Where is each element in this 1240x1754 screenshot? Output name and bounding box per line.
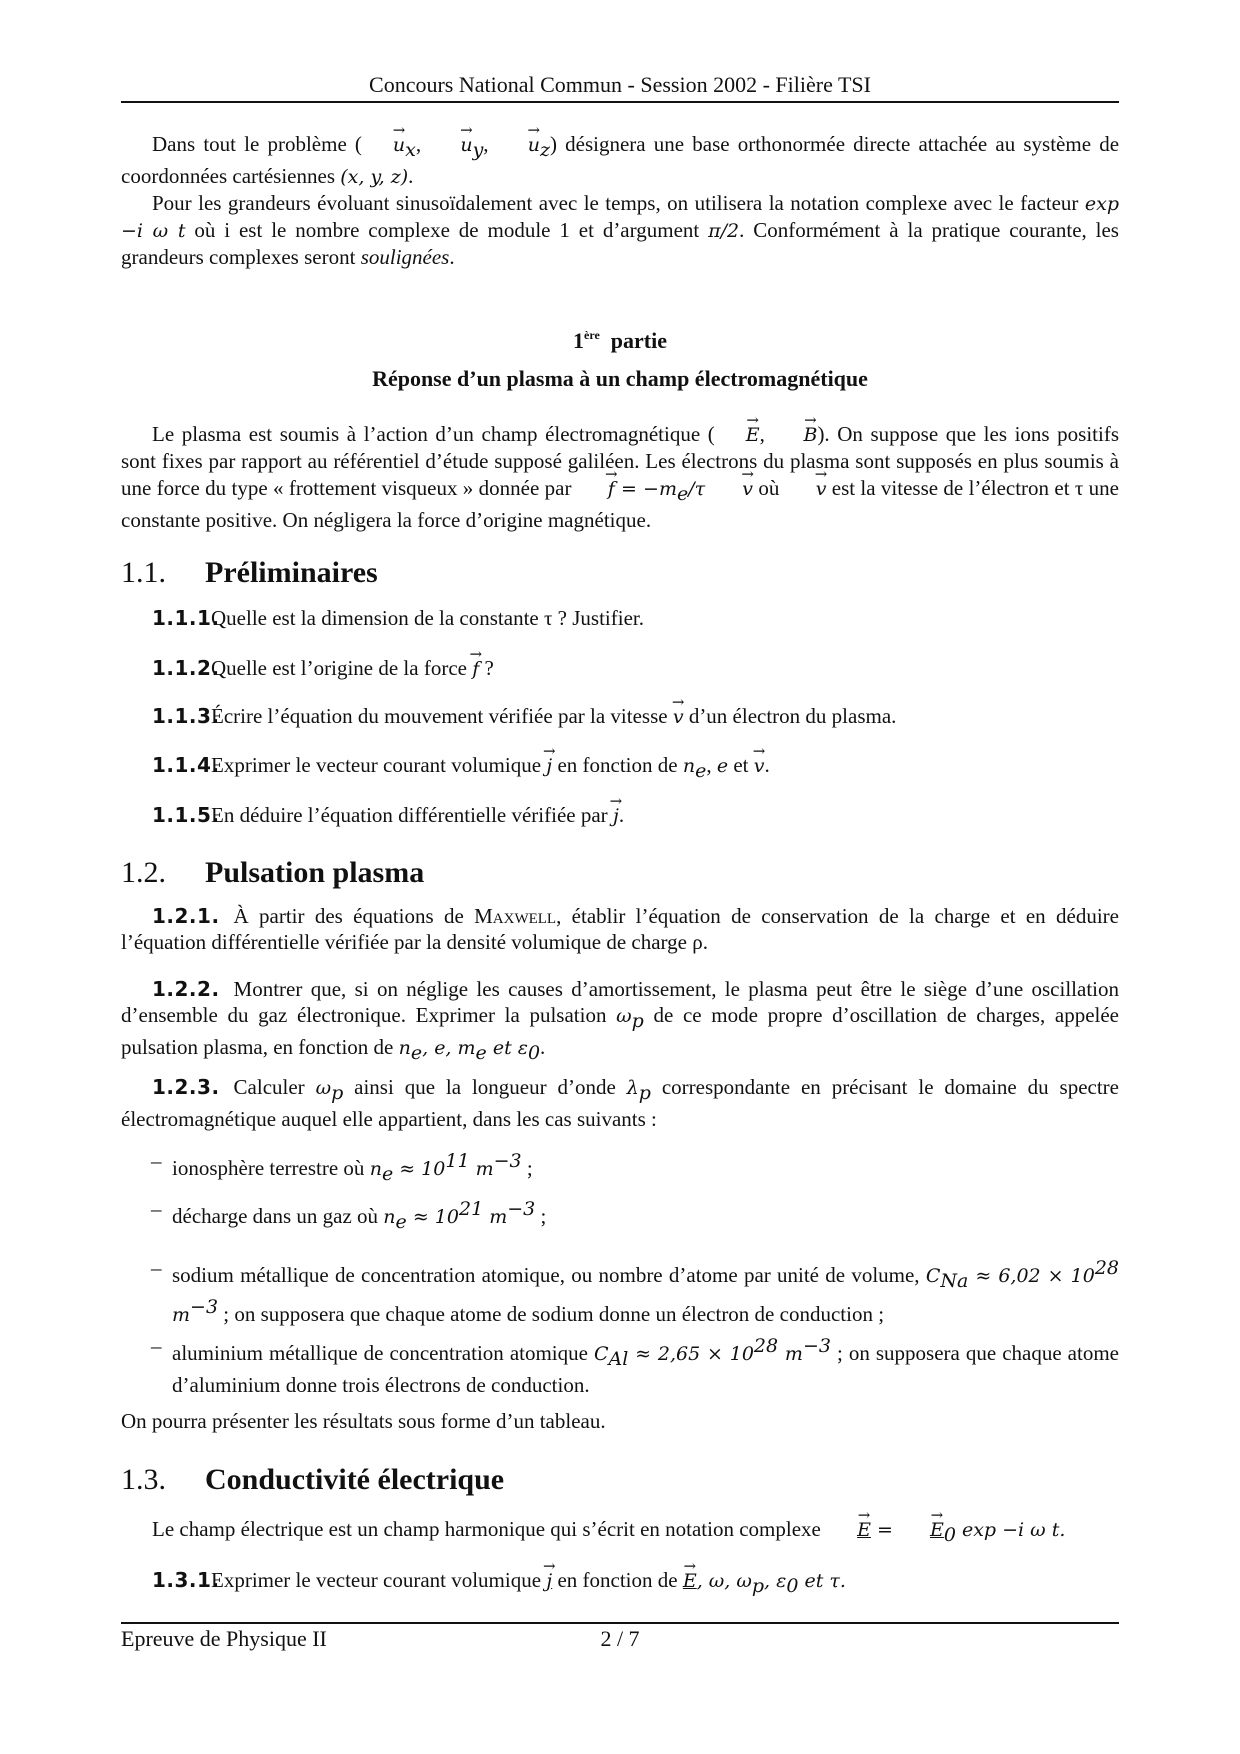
vector-j: → j [613, 801, 619, 829]
header-rule [121, 101, 1119, 103]
question-1-2-1: 1.2.1. À partir des équations de Maxwell, établir l’équation de conservation de la charge et en déduire l’équation différentielle vérifiée par la densité volumique de charge ρ. [121, 904, 1119, 954]
vector-f: → f [577, 474, 615, 502]
vector-f: → f [472, 654, 479, 682]
emphasis: soulignées [360, 245, 450, 270]
vector-E: → E [683, 1566, 697, 1594]
coords: (x, y, z) [340, 166, 409, 189]
vector-E0: → E [899, 1515, 944, 1543]
vector-v: → v [785, 474, 827, 502]
question-1-1-4: 1.1.4.Exprimer le vecteur courant volumique → j en fonction de $n_e$, e et → v. [121, 751, 1119, 784]
vector-j: → j [546, 1566, 552, 1594]
page-number: 2 / 7 [600, 1626, 640, 1651]
intro-block [121, 130, 1119, 270]
question-1-2-2: 1.2.2. Montrer que, si on néglige les causes d’amortissement, le plasma peut être le siège d’une oscillation d’ensemble du gaz électronique. Exprimer la pulsation $\omega_p$ de ce mode propre d’oscillation de charges, appelée pulsation plasma, en fonction de $n_e$, e, $m_e$ et $\varepsilon_0$. [121, 977, 1119, 1065]
intro-text: ) désignera une base orthonormée directe attachée au système de coordonnées cartésiennes [121, 132, 1120, 189]
vector-j: → j [546, 751, 552, 779]
page-header: Concours National Commun - Session 2002 - Filière TSI [369, 72, 871, 97]
question-1-1-1: 1.1.1.Quelle est la dimension de la constante τ ? Justifier. [152, 606, 644, 630]
vector-B: → B [772, 420, 817, 448]
vector-uz: → u [497, 130, 540, 158]
subscript: z [539, 139, 550, 162]
list-item: – aluminium métallique de concentration atomique $C_{Al} \approx 2,65 \times 10^{28}$ $m^{-3}$ ; on supposera que chaque atome d’aluminium donne trois électrons de conduction. [151, 1334, 1119, 1398]
section-heading-1-1: 1.1. Préliminaires [121, 556, 378, 589]
complex-factor: exp −i ω t [121, 193, 1119, 243]
list-item: – décharge dans un gaz où $n_e \approx 10^{21}$ $m^{-3}$ ; [151, 1197, 547, 1234]
subscript: x [405, 139, 416, 162]
intro-text: Dans tout le problème ( [152, 132, 362, 156]
closing-line: On pourra présenter les résultats sous forme d’un tableau. [121, 1409, 606, 1433]
list-item: – sodium métallique de concentration atomique, ou nombre d’atome par unité de volume, $C_{Na} \approx 6,02 \times 10^{28}$ $m^{-3}$ ; on supposera que chaque atome de sodium donne un électron de conduction ; [151, 1256, 1119, 1327]
footer-title: Epreuve de Physique II [121, 1626, 327, 1651]
section-heading-1-3: 1.3. Conductivité électrique [121, 1463, 505, 1496]
question-1-3-1: 1.3.1.Exprimer le vecteur courant volumique → j en fonction de → E, ω, $\omega_p$, $\varepsilon_0$ et τ. [121, 1566, 1119, 1599]
vector-ux: → u [362, 130, 405, 158]
question-1-1-2: 1.1.2.Quelle est l’origine de la force → f ? [121, 654, 1119, 682]
section-heading-1-2: 1.2. Pulsation plasma [121, 856, 425, 889]
vector-v: → v [711, 474, 753, 502]
part-title: Réponse d’un plasma à un champ électromagnétique [372, 366, 868, 391]
question-1-1-5: 1.1.5.En déduire l’équation différentielle vérifiée par → j. [121, 801, 1119, 829]
vector-v: → v [673, 702, 684, 730]
subscript: y [472, 139, 484, 162]
vector-uy: → u [429, 130, 472, 158]
question-1-1-3: 1.1.3.Écrire l’équation du mouvement vérifiée par la vitesse → v d’un électron du plasma. [121, 702, 1119, 730]
part-heading: 1ère partie [573, 328, 667, 353]
section-1-3-intro: Le champ électrique est un champ harmonique qui s’écrit en notation complexe → E = → $E_0$ exp −i ω t. [121, 1515, 1119, 1548]
plasma-intro: Le plasma est soumis à l’action d’un champ électromagnétique (→ E, → B). On suppose que les ions positifs sont fixes par rapport au référentiel d’étude supposé galiléen. Les électrons du plasma sont supposés en plus soumis à une force du type « frottement visqueux » donnée par → $f = -m_e/\tau \to v$ où → v est la vitesse de l’électron et τ une constante positive. On négligera la force d’origine magnétique. [121, 420, 1119, 533]
footer-rule [121, 1622, 1119, 1624]
question-1-2-3: 1.2.3. Calculer $\omega_p$ ainsi que la longueur d’onde $\lambda_p$ correspondante en précisant le domaine du spectre électromagnétique auquel elle appartient, dans les cas suivants : [121, 1075, 1119, 1132]
vector-v: → v [754, 751, 765, 779]
intro-paragraph-2: Pour les grandeurs évoluant sinusoïdalement avec le temps, on utilisera la notation complexe avec le facteur exp −i ω t où i est le nombre complexe de module 1 et d’argument π/2. Conformément à la pratique courante, les grandeurs complexes seront soulignées. [121, 191, 1119, 270]
list-item: – ionosphère terrestre où $n_e \approx 10^{11}$ $m^{-3}$ ; [151, 1149, 533, 1186]
maxwell-name: Maxwell [474, 904, 557, 928]
vector-E: → E [826, 1515, 871, 1543]
intro-paragraph-1: Dans tout le problème (→ $u_x$, → $u_y$, → $u_z$) désignera une base orthonormée directe attachée au système de coordonnées cartésiennes (x, y, z). [121, 130, 1119, 190]
vector-E: → E [715, 420, 760, 448]
